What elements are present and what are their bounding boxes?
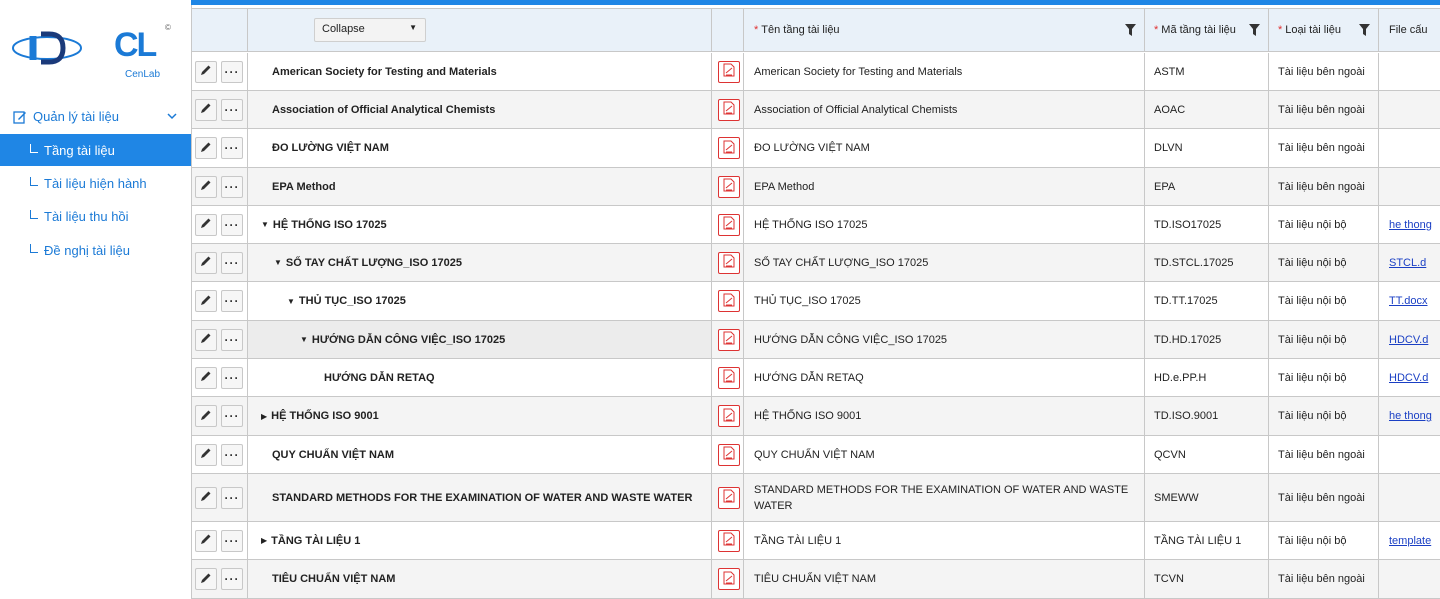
table-row <box>192 206 1440 244</box>
table-row <box>192 321 1440 359</box>
tree-cell[interactable] <box>248 359 712 396</box>
cell-name[interactable]: TẦNG TÀI LIỆU 1 <box>744 522 1145 559</box>
cell-code[interactable]: EPA <box>1145 168 1269 205</box>
cell-file[interactable] <box>1379 282 1440 320</box>
pencil-icon <box>200 332 212 347</box>
cell-type[interactable]: Tài liệu nội bộ <box>1269 282 1379 320</box>
cell-code[interactable]: HD.e.PP.H <box>1145 359 1269 396</box>
cell-name[interactable]: QUY CHUẨN VIỆT NAM <box>744 436 1145 473</box>
document-icon-button[interactable] <box>718 99 740 121</box>
tree-node-label: HỆ THỐNG ISO 9001 <box>271 410 379 422</box>
cenlab-logo-mark: CL <box>114 26 156 64</box>
tree-node-label: TẦNG TÀI LIỆU 1 <box>271 534 361 547</box>
tree-branch-icon <box>30 144 38 153</box>
tree-cell[interactable] <box>248 129 712 167</box>
pencil-icon <box>200 409 212 424</box>
menu-document-management[interactable] <box>0 104 191 129</box>
document-icon <box>722 532 736 549</box>
table-row <box>192 522 1440 560</box>
tree-node-label: THỦ TỤC_ISO 17025 <box>298 295 406 307</box>
document-icon <box>722 446 736 463</box>
edit-button[interactable] <box>195 176 217 198</box>
expand-caret-right-icon[interactable]: ▶ <box>261 411 268 421</box>
more-options-button[interactable] <box>221 252 243 274</box>
pencil-icon <box>200 217 212 232</box>
file-link[interactable]: HDCV.d <box>1389 371 1429 384</box>
cell-file[interactable] <box>1379 522 1440 559</box>
cell-type[interactable]: Tài liệu bên ngoài <box>1269 91 1379 128</box>
table-row <box>192 244 1440 282</box>
cell-file[interactable] <box>1379 91 1440 128</box>
cell-name[interactable]: HƯỚNG DẪN CÔNG VIỆC_ISO 17025 <box>744 321 1145 358</box>
table-row <box>192 129 1440 168</box>
table-row <box>192 397 1440 436</box>
file-link[interactable]: HDCV.d <box>1389 333 1429 346</box>
cell-type[interactable]: Tài liệu nội bộ <box>1269 522 1379 559</box>
document-icon <box>722 571 736 588</box>
cell-file[interactable] <box>1379 53 1440 90</box>
expand-caret-down-icon[interactable]: ▼ <box>274 258 282 267</box>
edit-button[interactable] <box>195 329 217 351</box>
cell-code[interactable]: TD.STCL.17025 <box>1145 244 1269 281</box>
document-icon <box>722 63 736 80</box>
document-icon-button[interactable] <box>718 568 740 590</box>
cell-code[interactable]: DLVN <box>1145 129 1269 167</box>
cell-file[interactable] <box>1379 206 1440 243</box>
cell-type[interactable]: Tài liệu bên ngoài <box>1269 53 1379 90</box>
table-row <box>192 91 1440 129</box>
tree-cell[interactable] <box>248 397 712 435</box>
document-icon-button[interactable] <box>718 290 740 312</box>
ellipsis-icon: ··· <box>224 64 240 79</box>
pencil-icon <box>200 102 212 117</box>
document-icon-button[interactable] <box>718 405 740 427</box>
tree-node-label: American Society for Testing and Materials <box>272 65 497 78</box>
ellipsis-icon: ··· <box>224 332 240 347</box>
tree-branch-icon <box>30 210 38 219</box>
tree-cell[interactable] <box>248 244 712 281</box>
tree-node-label: STANDARD METHODS FOR THE EXAMINATION OF WATER AND WASTE WATER <box>272 491 693 504</box>
ellipsis-icon: ··· <box>224 572 240 586</box>
document-icon-button[interactable] <box>718 61 740 83</box>
edit-button[interactable] <box>195 137 217 159</box>
cell-file[interactable] <box>1379 168 1440 205</box>
edit-button[interactable] <box>195 487 217 509</box>
table-row <box>192 168 1440 206</box>
edit-button[interactable] <box>195 99 217 121</box>
tree-node-label: ĐO LƯỜNG VIỆT NAM <box>272 142 389 154</box>
ellipsis-icon: ··· <box>224 102 240 117</box>
cell-code[interactable]: TD.ISO.9001 <box>1145 397 1269 435</box>
pencil-icon <box>200 490 212 505</box>
pencil-icon <box>200 179 212 194</box>
cell-name[interactable]: TIÊU CHUẨN VIỆT NAM <box>744 560 1145 598</box>
file-link[interactable]: he thong <box>1389 410 1432 422</box>
tree-node-label: HƯỚNG DẪN CÔNG VIỆC_ISO 17025 <box>311 333 506 346</box>
edit-button[interactable] <box>195 367 217 389</box>
ellipsis-icon: ··· <box>224 141 240 155</box>
cell-code[interactable]: TẦNG TÀI LIỆU 1 <box>1145 522 1269 559</box>
tree-cell[interactable] <box>248 560 712 598</box>
more-options-button[interactable] <box>221 137 243 159</box>
file-link[interactable]: he thong <box>1389 218 1432 231</box>
cell-type[interactable]: Tài liệu nội bộ <box>1269 359 1379 396</box>
pencil-icon <box>200 64 212 79</box>
document-icon <box>722 331 736 348</box>
sidebar-item-current-documents[interactable]: Tài liệu hiện hành <box>0 167 191 199</box>
ellipsis-icon: ··· <box>224 255 240 270</box>
expand-caret-down-icon[interactable]: ▼ <box>287 296 295 306</box>
tree-branch-icon <box>30 177 38 186</box>
edit-button[interactable] <box>195 214 217 236</box>
pencil-icon <box>200 447 212 462</box>
cell-name[interactable]: Association of Official Analytical Chemists <box>744 91 1145 128</box>
ellipsis-icon: ··· <box>224 447 240 462</box>
menu-root-label: Quản lý tài liệu <box>33 109 119 124</box>
tree-node-label: SỔ TAY CHẤT LƯỢNG_ISO 17025 <box>285 256 462 269</box>
cell-type[interactable]: Tài liệu nội bộ <box>1269 397 1379 435</box>
pencil-icon <box>200 294 212 309</box>
chevron-down-icon <box>166 110 178 122</box>
document-icon-button[interactable] <box>718 329 740 351</box>
more-options-button[interactable] <box>221 99 243 121</box>
document-icon <box>722 369 736 386</box>
pencil-icon <box>200 533 212 548</box>
cell-file[interactable] <box>1379 321 1440 358</box>
header-type[interactable]: * Loại tài liệu <box>1269 9 1379 51</box>
document-icon-button[interactable] <box>718 214 740 236</box>
pencil-icon <box>200 255 212 270</box>
document-icon-button[interactable] <box>718 530 740 552</box>
collapse-select[interactable]: Collapse ▼ <box>314 18 426 42</box>
tree-node-label: QUY CHUẨN VIỆT NAM <box>272 448 395 461</box>
cell-name[interactable]: ĐO LƯỜNG VIỆT NAM <box>744 129 1145 167</box>
pencil-icon <box>200 572 212 587</box>
tree-node-label: TIÊU CHUẨN VIỆT NAM <box>272 573 396 585</box>
tree-cell[interactable] <box>248 522 712 559</box>
edit-button[interactable] <box>195 61 217 83</box>
ellipsis-icon: ··· <box>224 533 240 548</box>
cell-type[interactable]: Tài liệu nội bộ <box>1269 244 1379 281</box>
pencil-icon <box>200 141 212 156</box>
document-icon-button[interactable] <box>718 252 740 274</box>
table-row <box>192 474 1440 522</box>
more-options-button[interactable] <box>221 568 243 590</box>
cell-name[interactable]: EPA Method <box>744 168 1145 205</box>
tree-node-label: HƯỚNG DẪN RETAQ <box>324 371 435 384</box>
document-icon <box>722 408 736 425</box>
edit-button[interactable] <box>195 405 217 427</box>
more-options-button[interactable] <box>221 487 243 509</box>
sidebar-item-document-tiers[interactable]: Tầng tài liệu <box>0 134 191 166</box>
tree-cell[interactable] <box>248 474 712 521</box>
pencil-icon <box>200 370 212 385</box>
document-icon-button[interactable] <box>718 487 740 509</box>
document-icon <box>722 178 736 195</box>
cell-name[interactable]: THỦ TỤC_ISO 17025 <box>744 282 1145 320</box>
document-icon-button[interactable] <box>718 367 740 389</box>
file-link[interactable]: STCL.d <box>1389 256 1427 269</box>
edit-button[interactable] <box>195 530 217 552</box>
cell-file[interactable] <box>1379 436 1440 473</box>
file-link[interactable]: template <box>1389 534 1432 547</box>
more-options-button[interactable] <box>221 405 243 427</box>
document-icon-button[interactable] <box>718 176 740 198</box>
ellipsis-icon: ··· <box>224 409 240 423</box>
cell-name[interactable]: STANDARD METHODS FOR THE EXAMINATION OF WATER AND WASTE WATER <box>744 474 1145 521</box>
more-options-button[interactable] <box>221 214 243 236</box>
header-name[interactable]: * Tên tầng tài liệu <box>744 9 1145 51</box>
cell-file[interactable] <box>1379 397 1440 435</box>
table-row <box>192 282 1440 321</box>
tree-cell[interactable] <box>248 321 712 358</box>
edit-button[interactable] <box>195 252 217 274</box>
ellipsis-icon: ··· <box>224 217 240 232</box>
cell-type[interactable]: Tài liệu nội bộ <box>1269 206 1379 243</box>
cell-name[interactable]: HƯỚNG DẪN RETAQ <box>744 359 1145 396</box>
edit-button[interactable] <box>195 290 217 312</box>
cell-code[interactable]: SMEWW <box>1145 474 1269 521</box>
edit-button[interactable] <box>195 444 217 466</box>
document-icon <box>722 140 736 157</box>
logo-mark <box>11 28 83 68</box>
ellipsis-icon: ··· <box>224 370 240 385</box>
cell-code[interactable]: TD.TT.17025 <box>1145 282 1269 320</box>
document-icon <box>722 254 736 271</box>
header-code[interactable]: * Mã tầng tài liệu <box>1145 9 1269 51</box>
tree-node-label: HỆ THỐNG ISO 17025 <box>272 218 387 231</box>
cell-code[interactable]: TD.HD.17025 <box>1145 321 1269 358</box>
grid-header <box>192 8 1440 52</box>
cell-type[interactable]: Tài liệu bên ngoài <box>1269 436 1379 473</box>
document-icon <box>722 489 736 506</box>
more-options-button[interactable] <box>221 176 243 198</box>
cell-type[interactable]: Tài liệu bên ngoài <box>1269 129 1379 167</box>
document-icon-button[interactable] <box>718 444 740 466</box>
cell-code[interactable]: AOAC <box>1145 91 1269 128</box>
filter-icon[interactable] <box>1125 24 1136 36</box>
header-file[interactable]: File cấu <box>1389 24 1428 36</box>
cell-type[interactable]: Tài liệu bên ngoài <box>1269 168 1379 205</box>
tree-node-label: Association of Official Analytical Chemists <box>272 103 496 116</box>
expand-caret-down-icon[interactable]: ▼ <box>300 335 308 344</box>
cell-code[interactable]: TD.ISO17025 <box>1145 206 1269 243</box>
filter-icon[interactable] <box>1359 24 1370 36</box>
more-options-button[interactable] <box>221 367 243 389</box>
tree-cell[interactable] <box>248 91 712 128</box>
expand-caret-down-icon[interactable]: ▼ <box>261 220 269 229</box>
tree-branch-icon <box>30 244 38 253</box>
filter-icon[interactable] <box>1249 24 1260 36</box>
cell-name[interactable]: American Society for Testing and Materials <box>744 53 1145 90</box>
document-icon <box>722 293 736 310</box>
cell-name[interactable]: SỔ TAY CHẤT LƯỢNG_ISO 17025 <box>744 244 1145 281</box>
cell-file[interactable] <box>1379 560 1440 598</box>
document-icon <box>722 216 736 233</box>
sidebar-item-revoked-documents[interactable]: Tài liệu thu hồi <box>0 200 191 232</box>
cell-type[interactable]: Tài liệu bên ngoài <box>1269 474 1379 521</box>
document-icon-button[interactable] <box>718 137 740 159</box>
table-row <box>192 560 1440 599</box>
tree-cell[interactable] <box>248 436 712 473</box>
edit-document-icon <box>13 110 27 124</box>
edit-button[interactable] <box>195 568 217 590</box>
more-options-button[interactable] <box>221 329 243 351</box>
sidebar-item-document-requests[interactable]: Đề nghị tài liệu <box>0 234 191 266</box>
table-row <box>192 53 1440 91</box>
cell-name[interactable]: HỆ THỐNG ISO 17025 <box>744 206 1145 243</box>
more-options-button[interactable] <box>221 61 243 83</box>
cell-file[interactable] <box>1379 129 1440 167</box>
file-link[interactable]: TT.docx <box>1389 295 1428 307</box>
tree-node-label: EPA Method <box>272 180 336 193</box>
tree-cell[interactable] <box>248 206 712 243</box>
more-options-button[interactable] <box>221 444 243 466</box>
cell-file[interactable] <box>1379 359 1440 396</box>
cell-code[interactable]: QCVN <box>1145 436 1269 473</box>
tree-cell[interactable] <box>248 282 712 320</box>
tree-cell[interactable] <box>248 53 712 90</box>
document-icon <box>722 101 736 118</box>
cell-file[interactable] <box>1379 474 1440 521</box>
sidebar <box>0 0 191 599</box>
ellipsis-icon: ··· <box>224 490 240 505</box>
tree-cell[interactable] <box>248 168 712 205</box>
cell-code[interactable]: ASTM <box>1145 53 1269 90</box>
cenlab-logo-text: CenLab <box>125 69 161 80</box>
table-row <box>192 436 1440 474</box>
cell-type[interactable]: Tài liệu nội bộ <box>1269 321 1379 358</box>
more-options-button[interactable] <box>221 530 243 552</box>
cell-file[interactable] <box>1379 244 1440 281</box>
ellipsis-icon: ··· <box>224 179 240 194</box>
cell-type[interactable]: Tài liệu bên ngoài <box>1269 560 1379 598</box>
expand-caret-right-icon[interactable]: ▶ <box>261 536 268 545</box>
cenlab-logo: CL © CenLab <box>114 23 171 80</box>
more-options-button[interactable] <box>221 290 243 312</box>
table-row <box>192 359 1440 397</box>
document-tier-grid <box>191 5 1440 599</box>
caret-down-icon: ▼ <box>409 23 417 32</box>
cell-name[interactable]: HỆ THỐNG ISO 9001 <box>744 397 1145 435</box>
ellipsis-icon: ··· <box>224 294 240 308</box>
cell-code[interactable]: TCVN <box>1145 560 1269 598</box>
